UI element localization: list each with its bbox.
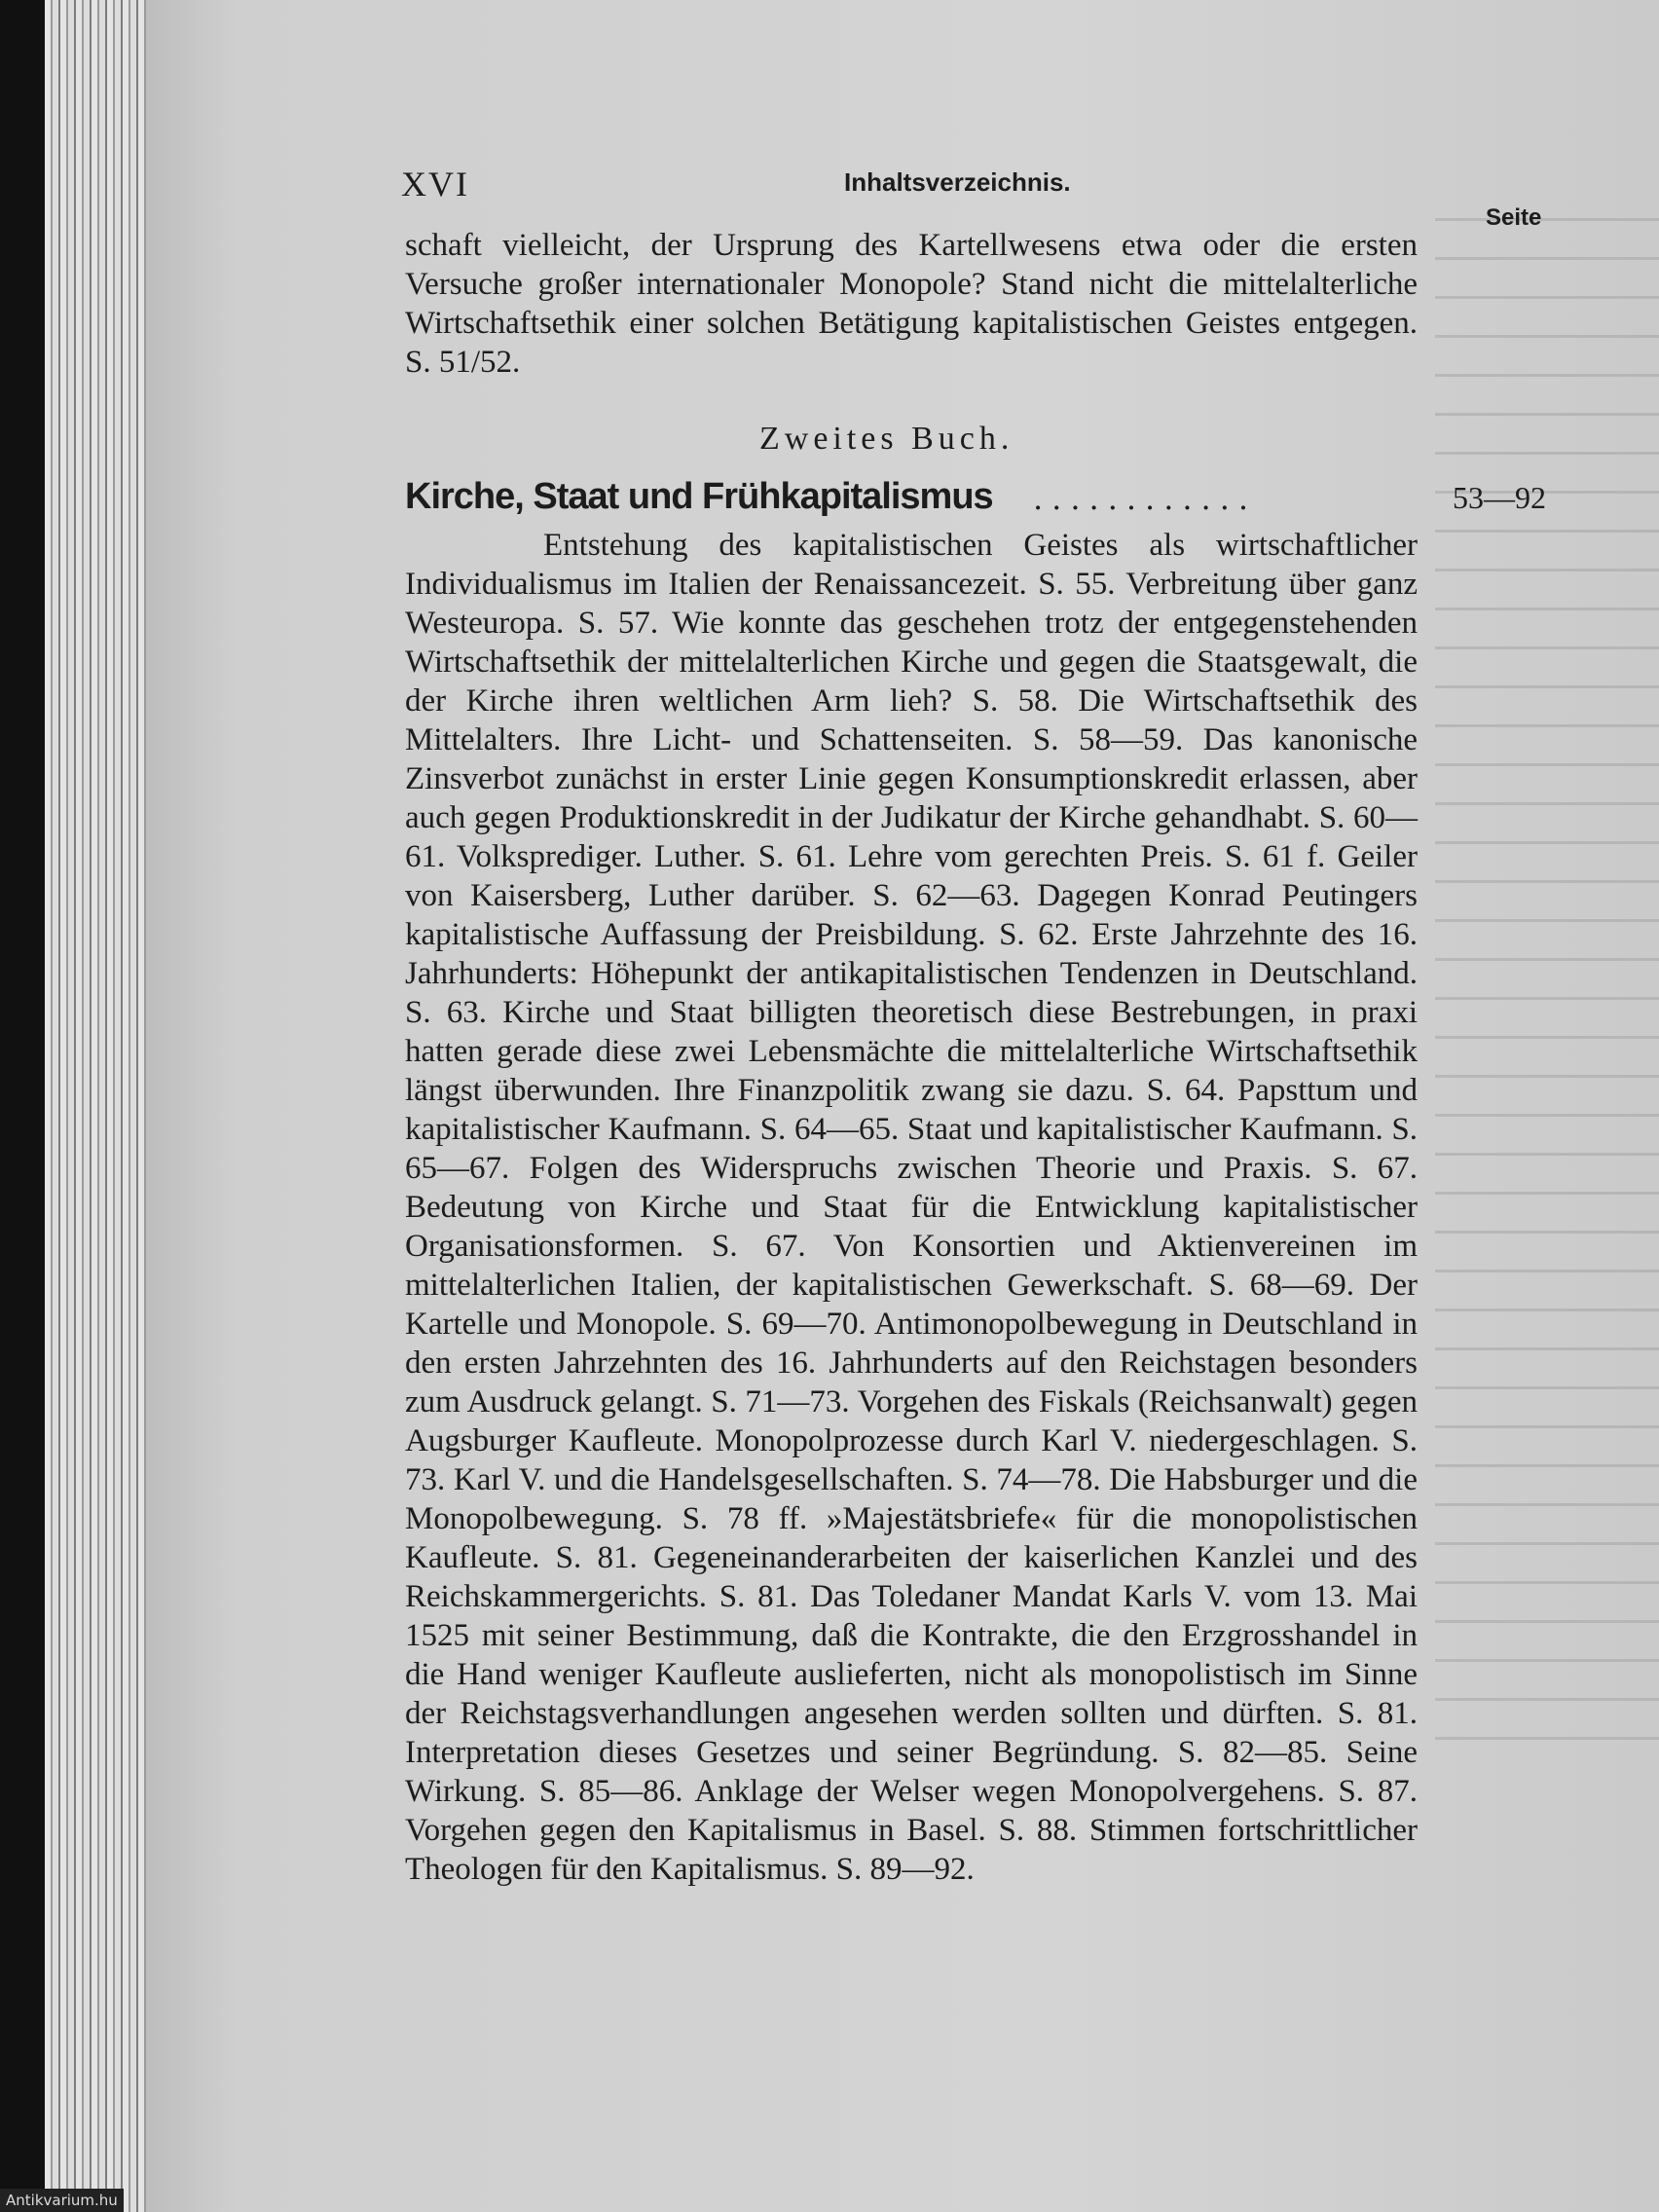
chapter-summary: Entstehung des kapitalistischen Geistes als wirtschaftlicher Individualismus im Italien der Renaissancezeit. S. 55. Verbreitung über ganz Westeuropa. S. 57. Wie konnte das geschehen trotz der entgegenstehenden Wirtschaftsethik der mittelalterlichen Kirche und gegen die Staatsgewalt, die der Kirche ihren weltlichen Arm lieh? S. 58. Die Wirtschaftsethik des Mittelalters. Ihre Licht- und Schattenseiten. S. 58—59. Das kanonische Zinsverbot zunächst in erster Linie gegen Konsumptionskredit erlassen, aber auch gegen Produktionskredit in der Judikatur der Kirche gehandhabt. S. 60—61. Volksprediger. Luther. S. 61. Lehre vom gerechten Preis. S. 61 f. Geiler von Kaisersberg, Luther darüber. S. 62—63. Dagegen Konrad Peutingers kapitalistische Auffassung der Preisbildung. S. 62. Erste Jahrzehnte des 16. Jahrhunderts: Höhepunkt der antikapitalistischen Tendenzen in Deutschland. S. 63. Kirche und Staat billigten theoretisch diese Bestrebungen, in praxi hatten gerade diese zwei Lebensmächte die mittelalterliche Wirtschaftsethik längst überwunden. Ihre Finanzpolitik zwang sie dazu. S. 64. Papsttum und kapitalistischer Kaufmann. S. 64—65. Staat und kapitalistischer Kaufmann. S. 65—67. Folgen des Widerspruchs zwischen Theorie und Praxis. S. 67. Bedeutung von Kirche und Staat für die Entwicklung kapitalistischer Organisationsformen. S. 67. Von Konsortien und Aktienvereinen im mittelalterlichen Italien, der kapitalistischen Gewerkschaft. S. 68—69. Der Kartelle und Monopole. S. 69—70. Antimonopolbewegung in Deutschland in den ersten Jahrzehnten des 16. Jahrhunderts auf den Reichstagen besonders zum Ausdruck gelangt. S. 71—73. Vorgehen des Fiskals (Reichsanwalt) gegen Augsburger Kaufleute. Monopolprozesse durch Karl V. niedergeschlagen. S. 73. Karl V. und die Handelsgesellschaften. S. 74—78. Die Habsburger und die Monopolbewegung. S. 78 ff. »Majestätsbriefe« für die monopolistischen Kaufleute. S. 81. Gegeneinanderarbeiten der kaiserlichen Kanzlei und des Reichskammergerichts. S. 81. Das Toledaner Mandat Karls V. vom 13. Mai 1525 mit seiner Bestimmung, daß die Kontrakte, die den Erzgrosshandel in die Hand weniger Kaufleute auslieferten, nicht als monopolistisch im Sinne der Reichstagsverhandlungen angesehen werden sollten und dürften. S. 81. Interpretation dieses Gesetzes und seiner Begründung. S. 82—85. Seine Wirkung. S. 85—86. Anklage der Welser wegen Monopolvergehens. S. 87. Vorgehen gegen den Kapitalismus in Basel. S. 88. Stimmen fortschrittlicher Theologen für den Kapitalismus. S. 89—92. (405, 528, 1418, 1887)
page-edges (45, 0, 152, 2212)
watermark: Antikvarium.hu (0, 2189, 124, 2212)
book-spine (0, 0, 45, 2212)
running-title: Inhaltsverzeichnis. (844, 167, 1071, 197)
chapter-page-range: 53—92 (1453, 480, 1546, 515)
chapter-title: Kirche, Staat und Frühkapitalismus (405, 476, 993, 517)
seite-column-label: Seite (1486, 204, 1542, 231)
show-through-text (1435, 195, 1659, 1752)
page-number: XVI (401, 165, 469, 203)
toc-entry (405, 476, 1554, 521)
intro-paragraph: schaft vielleicht, der Ursprung des Kartellwesens etwa oder die ersten Versuche großer internationaler Monopole? Stand nicht die mittelalterliche Wirtschaftsethik einer solchen Betätigung kapitalistischen Geistes entgegen. S. 51/52. (405, 228, 1418, 380)
dot-leader: ............ (1033, 480, 1258, 517)
book-heading: Zweites Buch. (759, 421, 1014, 457)
page-header (401, 164, 1412, 206)
